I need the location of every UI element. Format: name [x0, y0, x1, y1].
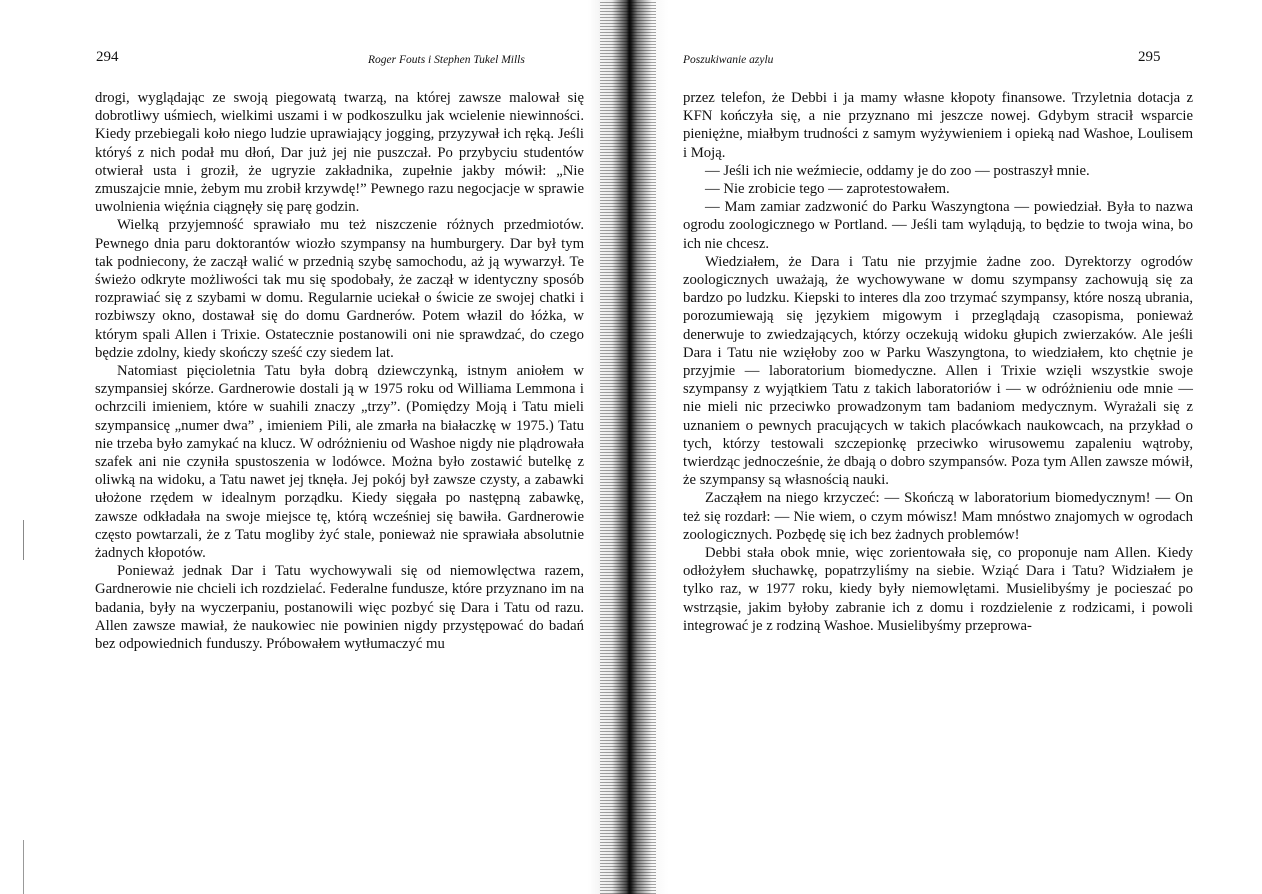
right-page	[631, 0, 1262, 894]
running-head-left: Roger Fouts i Stephen Tukel Mills	[368, 54, 525, 66]
running-head-right: Poszukiwanie azylu	[683, 54, 774, 66]
page-number-left: 294	[96, 49, 119, 65]
paragraph: — Nie zrobicie tego — zaprotestowałem.	[705, 181, 950, 198]
right-page-body	[683, 89, 1193, 635]
paragraph: Debbi stała obok mnie, więc zorientowała się, co proponuje nam Allen. Kiedy odłożyłem słuchawkę, popatrzyliśmy na siebie. Wziąć Dara i Tatu? Widziałem je tylko raz, w 1977 roku, kiedy były niemowlętami. Musielibyśmy je pocieszać po wstrząsie, jakim byłoby zabranie ich z domu i rozdzielenie z rodzicami, i powoli integrować je z rodziną Washoe. Musielibyśmy przeprowa-	[683, 545, 1193, 634]
paragraph: Wielką przyjemność sprawiało mu też niszczenie różnych przedmiotów. Pewnego dnia paru doktorantów wiozło szympansy na humburgery. Dar był tym tak podniecony, że zaczął walić w przednią szybę samochodu, aż ją wywarzył. Te świeżo odkryte możliwości tak mu się spodobały, że zaczął w identyczny sposób rozprawiać się z szybami w domu. Regularnie uciekał o świcie ze swojej chatki i rozbiwszy okno, dostawał się do domu Gardnerów. Potem włazil do łóżka, w którym spali Allen i Trixie. Ostatecznie postanowili oni nie sprawdzać, do czego będzie zdolny, kiedy skończy sześć czy siedem lat.	[95, 217, 584, 361]
paragraph: Ponieważ jednak Dar i Tatu wychowywali się od niemowlęctwa razem, Gardnerowie nie chcieli ich rozdzielać. Federalne fundusze, które przyznano im na badania, były na wyczerpaniu, postanowili więc pozbyć się Dara i Tatu od razu. Allen zawsze mawiał, że naukowiec nie powinien nigdy przystępować do badań bez odpowiednich funduszy. Próbowałem wytłumaczyć mu	[95, 563, 584, 653]
paragraph: przez telefon, że Debbi i ja mamy własne kłopoty finansowe. Trzyletnia dotacja z KFN kończyła się, a nie przyznano mi jeszcze nowej. Gdybym stracił wsparcie pieniężne, miałbym trudności z samym wyżywieniem i opieką nad Washoe, Loulisem i Moją.	[683, 90, 1193, 161]
paragraph: Natomiast pięcioletnia Tatu była dobrą dziewczynką, istnym aniołem w szympansiej skórze. Gardnerowie dostali ją w 1975 roku od Williama Lemmona i ochrzcili imieniem, które w suahili znaczy „trzy”. (Pomiędzy Moją i Tatu mieli szympansicę „numer dwa” , imieniem Pili, ale zmarła na białaczkę w 1975.) Tatu nie trzeba było zamykać na klucz. W odróżnieniu od Washoe nigdy nie plądrowała szafek ani nie czyniła spustoszenia w lodówce. Można było zostawić butelkę z oliwką na widoku, a Tatu nawet jej tknęła. Jej pokój był zawsze czysty, a zabawki ułożone rzędem w idealnym porządku. Kiedy sięgała po następną zabawkę, zawsze odkładała na swoje miejsce tę, którą wcześniej się bawiła. Gardnerowie często powtarzali, że z Tatu mogliby żyć stale, ponieważ nie sprawiała absolutnie żadnych kłopotów.	[95, 363, 584, 562]
page-edge-mark	[23, 520, 24, 560]
page-edge-mark	[23, 840, 24, 894]
paragraph: Wiedziałem, że Dara i Tatu nie przyjmie żadne zoo. Dyrektorzy ogrodów zoologicznych uważają, że wychowywane w domu szympansy zachowują się za bardzo po ludzku. Kiepski to interes dla zoo trzymać szympansy, które noszą ubrania, porozumiewają się językiem migowym i przeglądają czasopisma, ponieważ denerwuje to zwiedzających, którzy oczekują widoku głupich zwierzaków. Ale jeśli Dara i Tatu nie wzięłoby zoo w Parku Waszyngtona, to wiedziałem, kto chętnie je przyjmie — laboratorium biomedyczne. Allen i Trixie wzięli wszystkie swoje szympansy z wyjątkiem Tatu z takich laboratoriów i — w odróżnieniu ode mnie — nie mieli nic przeciwko prowadzonym tam badaniom medycznym. Wyrażali się z uznaniem o pewnych pracujących w takich placówkach naukowcach, na przykład o tych, którzy testowali szczepionkę przeciwko wirusowemu zapaleniu wątroby, twierdząc jednocześnie, że dbają o dobro szympansów. Poza tym Allen zawsze mówił, że szympansy są własnością nauki.	[683, 253, 1193, 489]
left-page-body	[95, 89, 584, 653]
paragraph: — Jeśli ich nie weźmiecie, oddamy je do zoo — postraszył mnie.	[705, 162, 1090, 179]
paragraph: Zacząłem na niego krzyczeć: — Skończą w laboratorium biomedycznym! — On też się rozdarł: — Nie wiem, o czym mówisz! Mam mnóstwo znajomych w ogrodach zoologicznych. Pozbędę się ich bez żadnych problemów!	[683, 490, 1193, 543]
paragraph: drogi, wyglądając ze swoją piegowatą twarzą, na której zawsze malował się dobrotliwy uśmiech, wielkimi uszami i w podkoszulku jak wcielenie niewinności. Kiedy przebiegali koło niego ludzie uprawiający jogging, przyzywał ich ręką. Jeśli któryś z nich podał mu dłoń, Dar już jej nie puszczał. Po przybyciu studentów otwierał usta i groził, że ugryzie zakładnika, zupełnie jakby mówił: „Nie zmuszajcie mnie, żebym mu zrobił krzywdę!” Pewnego razu negocjacje w sprawie uwolnienia więźnia ciągnęły się parę godzin.	[95, 90, 584, 216]
page-number-right: 295	[1138, 49, 1161, 65]
paragraph: — Mam zamiar zadzwonić do Parku Waszyngtona — powiedział. Była to nazwa ogrodu zoologicznego w Portland. — Jeśli tam wylądują, to będzie to twoja wina, bo ich nie chcesz.	[683, 199, 1193, 252]
